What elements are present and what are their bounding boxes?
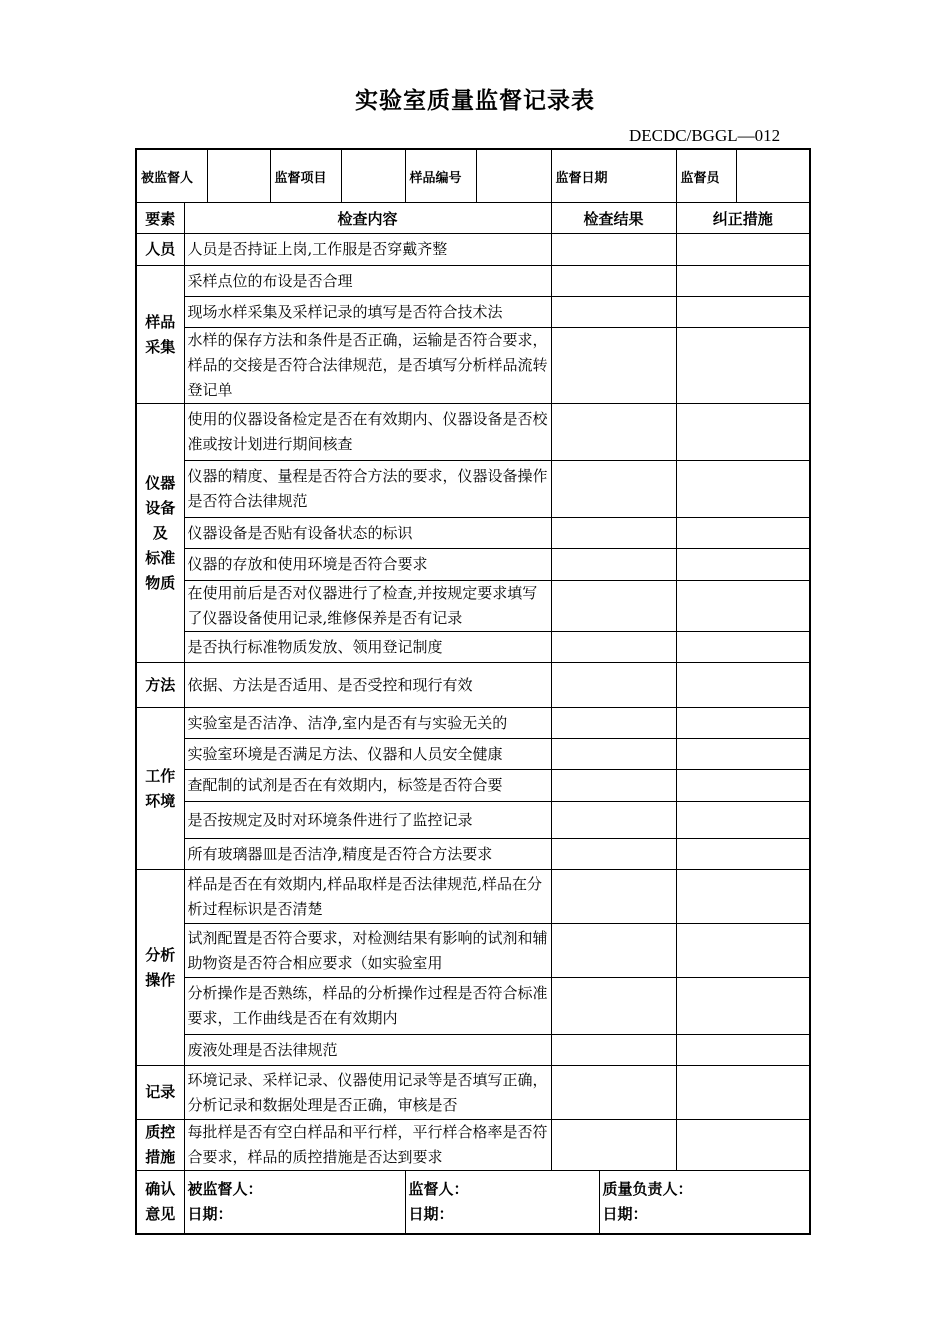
result-cell[interactable] xyxy=(551,266,676,297)
table-row xyxy=(136,708,810,739)
result-cell[interactable] xyxy=(551,581,676,632)
col-content: 检查内容 xyxy=(184,203,551,234)
table-row xyxy=(136,234,810,266)
col-correction: 纠正措施 xyxy=(676,203,810,234)
table-row xyxy=(136,802,810,839)
check-item: 仪器的存放和使用环境是否符合要求 xyxy=(184,549,551,581)
correction-cell[interactable] xyxy=(676,802,810,839)
result-cell[interactable] xyxy=(551,518,676,549)
result-cell[interactable] xyxy=(551,1035,676,1066)
quality-manager-signature[interactable]: 质量负责人： 日期： xyxy=(599,1171,810,1235)
result-cell[interactable] xyxy=(551,978,676,1035)
table-row xyxy=(136,632,810,663)
table-row xyxy=(136,461,810,518)
correction-cell[interactable] xyxy=(676,1035,810,1066)
check-item: 样品是否在有效期内,样品取样是否法律规范,样品在分析过程标识是否清楚 xyxy=(184,870,551,924)
check-item: 仪器的精度、量程是否符合方法的要求，仪器设备操作是否符合法律规范 xyxy=(184,461,551,518)
result-cell[interactable] xyxy=(551,802,676,839)
page-title: 实验室质量监督记录表 xyxy=(355,88,595,114)
check-item: 仪器设备是否贴有设备状态的标识 xyxy=(184,518,551,549)
header-row xyxy=(136,149,810,203)
result-cell[interactable] xyxy=(551,297,676,328)
table-row xyxy=(136,1035,810,1066)
check-item: 在使用前后是否对仪器进行了检查,并按规定要求填写了仪器设备使用记录,维修保养是否有记录 xyxy=(184,581,551,632)
table-row xyxy=(136,581,810,632)
correction-cell[interactable] xyxy=(676,297,810,328)
correction-cell[interactable] xyxy=(676,739,810,770)
supervised-person-signature[interactable]: 被监督人： 日期： xyxy=(184,1171,405,1235)
check-item: 实验室环境是否满足方法、仪器和人员安全健康 xyxy=(184,739,551,770)
correction-cell[interactable] xyxy=(676,328,810,404)
confirmation-row xyxy=(136,1171,810,1235)
correction-cell[interactable] xyxy=(676,924,810,978)
supervisor-label: 监督员 xyxy=(676,149,736,203)
result-cell[interactable] xyxy=(551,632,676,663)
check-item: 依据、方法是否适用、是否受控和现行有效 xyxy=(184,663,551,708)
correction-cell[interactable] xyxy=(676,549,810,581)
element-analysis: 分析 操作 xyxy=(136,870,184,1066)
result-cell[interactable] xyxy=(551,1120,676,1171)
correction-cell[interactable] xyxy=(676,708,810,739)
correction-cell[interactable] xyxy=(676,518,810,549)
table-row xyxy=(136,1120,810,1171)
supervised-person-label: 被监督人 xyxy=(141,170,194,186)
confirmation-label: 确认 意见 xyxy=(136,1171,184,1235)
supervision-item-value[interactable] xyxy=(341,149,405,203)
element-personnel: 人员 xyxy=(136,234,184,266)
element-environment: 工作 环境 xyxy=(136,708,184,870)
element-sampling: 样品 采集 xyxy=(136,266,184,404)
check-item: 是否执行标准物质发放、领用登记制度 xyxy=(184,632,551,663)
col-element: 要素 xyxy=(136,203,184,234)
element-records: 记录 xyxy=(136,1066,184,1120)
check-item: 环境记录、采样记录、仪器使用记录等是否填写正确，分析记录和数据处理是否正确，审核是否 xyxy=(184,1066,551,1120)
correction-cell[interactable] xyxy=(676,461,810,518)
table-row xyxy=(136,924,810,978)
check-item: 所有玻璃器皿是否洁净,精度是否符合方法要求 xyxy=(184,839,551,870)
check-item: 是否按规定及时对环境条件进行了监控记录 xyxy=(184,802,551,839)
result-cell[interactable] xyxy=(551,549,676,581)
table-row xyxy=(136,663,810,708)
result-cell[interactable] xyxy=(551,234,676,266)
table-row xyxy=(136,404,810,461)
column-header-row xyxy=(136,203,810,234)
check-item: 使用的仪器设备检定是否在有效期内、仪器设备是否校准或按计划进行期间核查 xyxy=(184,404,551,461)
table-row xyxy=(136,770,810,802)
supervision-date-cell xyxy=(551,149,676,203)
table-row xyxy=(136,1066,810,1120)
result-cell[interactable] xyxy=(551,739,676,770)
correction-cell[interactable] xyxy=(676,770,810,802)
result-cell[interactable] xyxy=(551,770,676,802)
check-item: 分析操作是否熟练，样品的分析操作过程是否符合标准要求，工作曲线是否在有效期内 xyxy=(184,978,551,1035)
table-row xyxy=(136,549,810,581)
element-method: 方法 xyxy=(136,663,184,708)
result-cell[interactable] xyxy=(551,870,676,924)
correction-cell[interactable] xyxy=(676,404,810,461)
check-item: 人员是否持证上岗,工作服是否穿戴齐整 xyxy=(184,234,551,266)
correction-cell[interactable] xyxy=(676,266,810,297)
sample-no-value[interactable] xyxy=(476,149,551,203)
table-row xyxy=(136,266,810,297)
element-qc: 质控 措施 xyxy=(136,1120,184,1171)
element-instrument: 仪器 设备 及 标准 物质 xyxy=(136,404,184,663)
check-item: 现场水样采集及采样记录的填写是否符合技术法 xyxy=(184,297,551,328)
result-cell[interactable] xyxy=(551,663,676,708)
table-row xyxy=(136,839,810,870)
check-item: 每批样是否有空白样品和平行样，平行样合格率是否符合要求，样品的质控措施是否达到要求 xyxy=(184,1120,551,1171)
correction-cell[interactable] xyxy=(676,234,810,266)
check-item: 查配制的试剂是否在有效期内，标签是否符合要 xyxy=(184,770,551,802)
result-cell[interactable] xyxy=(551,839,676,870)
result-cell[interactable] xyxy=(551,708,676,739)
sample-no-label: 样品编号 xyxy=(405,149,476,203)
table-row xyxy=(136,739,810,770)
table-row xyxy=(136,870,810,924)
result-cell[interactable] xyxy=(551,461,676,518)
correction-cell[interactable] xyxy=(676,1066,810,1120)
check-item: 实验室是否洁净、洁净,室内是否有与实验无关的 xyxy=(184,708,551,739)
table-row xyxy=(136,518,810,549)
supervisor-signature[interactable]: 监督人： 日期： xyxy=(405,1171,599,1235)
correction-cell[interactable] xyxy=(676,870,810,924)
table-row xyxy=(136,328,810,404)
table-row xyxy=(136,297,810,328)
supervision-date-label: 监督日期 xyxy=(555,170,608,186)
col-result: 检查结果 xyxy=(551,203,676,234)
supervision-item-label: 监督项目 xyxy=(270,149,341,203)
correction-cell[interactable] xyxy=(676,581,810,632)
correction-cell[interactable] xyxy=(676,1120,810,1171)
correction-cell[interactable] xyxy=(676,632,810,663)
document-code: DECDC/BGGL—012 xyxy=(629,126,781,145)
supervised-person-cell xyxy=(136,149,270,203)
check-item: 采样点位的布设是否合理 xyxy=(184,266,551,297)
result-cell[interactable] xyxy=(551,328,676,404)
correction-cell[interactable] xyxy=(676,839,810,870)
result-cell[interactable] xyxy=(551,924,676,978)
check-item: 水样的保存方法和条件是否正确，运输是否符合要求，样品的交接是否符合法律规范，是否填写分析样品流转登记单 xyxy=(184,328,551,404)
check-item: 试剂配置是否符合要求，对检测结果有影响的试剂和辅助物资是否符合相应要求（如实验室用 xyxy=(184,924,551,978)
result-cell[interactable] xyxy=(551,404,676,461)
correction-cell[interactable] xyxy=(676,978,810,1035)
supervisor-value[interactable] xyxy=(736,149,810,203)
supervision-record-table xyxy=(135,148,811,1235)
table-row xyxy=(136,978,810,1035)
result-cell[interactable] xyxy=(551,1066,676,1120)
check-item: 废液处理是否法律规范 xyxy=(184,1035,551,1066)
correction-cell[interactable] xyxy=(676,663,810,708)
